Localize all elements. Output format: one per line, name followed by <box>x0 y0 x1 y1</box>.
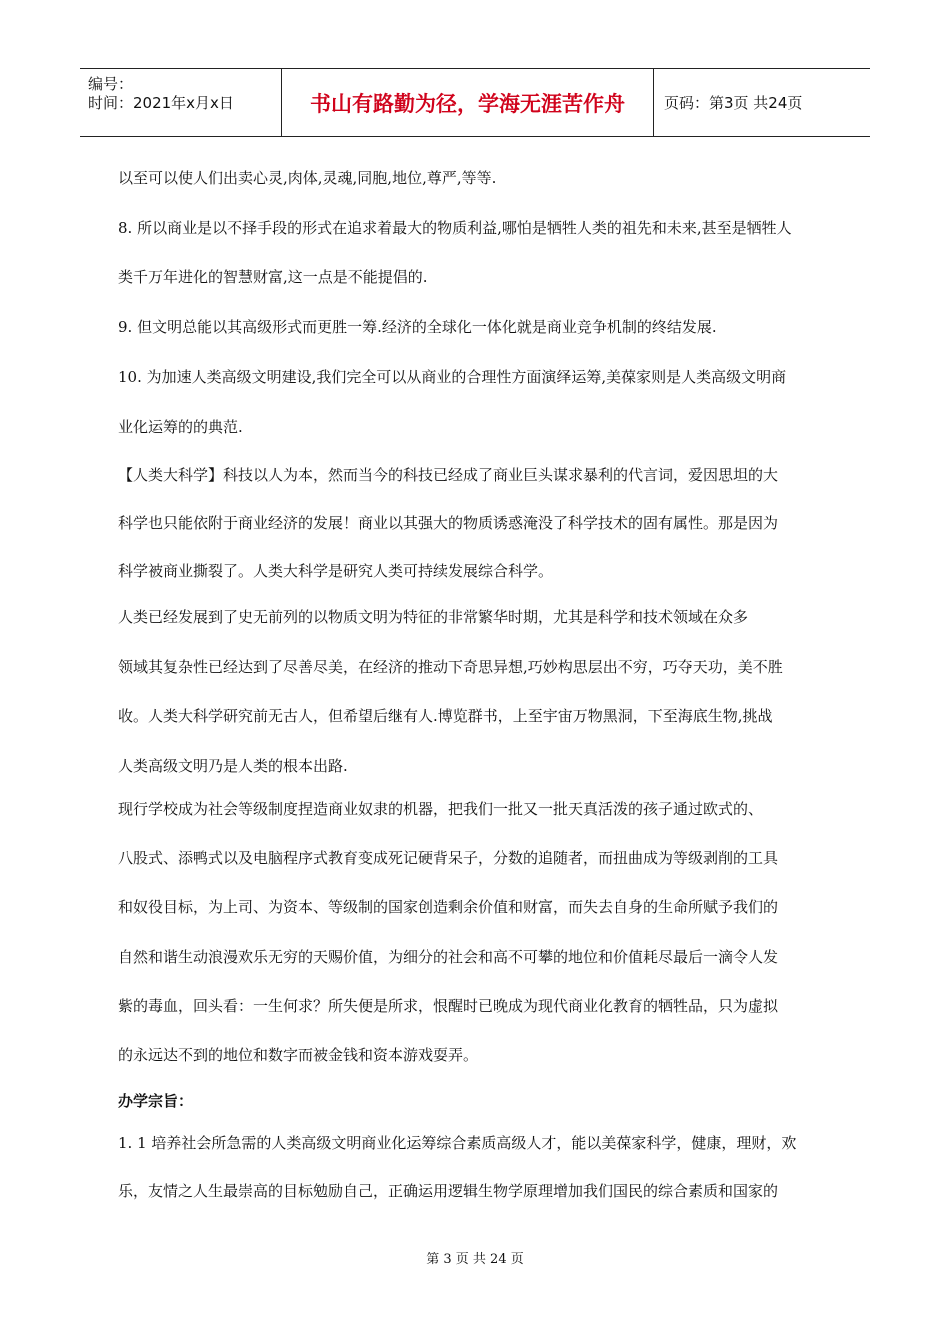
text-line: 人类高级文明乃是人类的根本出路. <box>118 757 348 775</box>
text-line: 业化运筹的的典范. <box>118 418 243 436</box>
text-line: 8. 所以商业是以不择手段的形式在追求着最大的物质利益,哪怕是牺牲人类的祖先和未来,甚至是牺牲人 <box>118 219 792 237</box>
text-line: 自然和谐生动浪漫欢乐无穷的天赐价值，为细分的社会和高不可攀的地位和价值耗尽最后一滴令人发 <box>118 948 779 966</box>
header-meta <box>80 69 282 136</box>
text-line: 乐，友情之人生最崇高的目标勉励自己，正确运用逻辑生物学原理增加我们国民的综合素质和国家的 <box>118 1182 779 1200</box>
text-line: 9. 但文明总能以其高级形式而更胜一筹.经济的全球化一体化就是商业竞争机制的终结发展. <box>118 318 717 336</box>
text-line: 类千万年进化的智慧财富,这一点是不能提倡的. <box>118 268 428 286</box>
text-line: 领域其复杂性已经达到了尽善尽美，在经济的推动下奇思异想,巧妙构思层出不穷，巧夺天功，美不胜 <box>118 658 783 676</box>
text-line: 收。人类大科学研究前无古人，但希望后继有人.博览群书，上至宇宙万物黑洞，下至海底生物,挑战 <box>118 707 773 725</box>
text-line: 和奴役目标，为上司、为资本、等级制的国家创造剩余价值和财富，而失去自身的生命所赋予我们的 <box>118 898 779 916</box>
page-footer: 第 3 页 共 24 页 <box>426 1252 524 1267</box>
text-line: 10. 为加速人类高级文明建设,我们完全可以从商业的合理性方面演绎运筹,美葆家则是人类高级文明商 <box>118 368 787 386</box>
header-page-info: 页码：第3页 共24页 <box>664 94 803 112</box>
text-line: 人类已经发展到了史无前列的以物质文明为特征的非常繁华时期，尤其是科学和技术领域在众多 <box>118 608 749 626</box>
page-header <box>80 68 870 137</box>
header-motto: 书山有路勤为径，学海无涯苦作舟 <box>282 69 654 136</box>
section-heading: 办学宗旨： <box>118 1092 194 1110</box>
time-label: 时间：2021年x月x日 <box>88 94 234 112</box>
text-line: 【人类大科学】科技以人为本，然而当今的科技已经成了商业巨头谋求暴利的代言词，爱因思坦的大 <box>118 466 779 484</box>
text-line: 现行学校成为社会等级制度捏造商业奴隶的机器，把我们一批又一批天真活泼的孩子通过欧式的、 <box>118 800 764 818</box>
text-line: 紫的毒血，回头看：一生何求？所失便是所求，恨醒时已晚成为现代商业化教育的牺牲品，只为虚拟 <box>118 997 779 1015</box>
text-line: 科学也只能依附于商业经济的发展！商业以其强大的物质诱惑淹没了科学技术的固有属性。那是因为 <box>118 514 779 532</box>
text-line: 1. 1 培养社会所急需的人类高级文明商业化运筹综合素质高级人才，能以美葆家科学，健康，理财，欢 <box>118 1134 797 1152</box>
text-line: 的永远达不到的地位和数字而被金钱和资本游戏耍弄。 <box>118 1046 479 1064</box>
number-label: 编号： <box>88 75 134 93</box>
text-line: 以至可以使人们出卖心灵,肉体,灵魂,同胞,地位,尊严,等等. <box>118 169 497 187</box>
text-line: 八股式、添鸭式以及电脑程序式教育变成死记硬背呆子，分数的追随者，而扭曲成为等级剥削的工具 <box>118 849 779 867</box>
text-line: 科学被商业撕裂了。人类大科学是研究人类可持续发展综合科学。 <box>118 562 554 580</box>
